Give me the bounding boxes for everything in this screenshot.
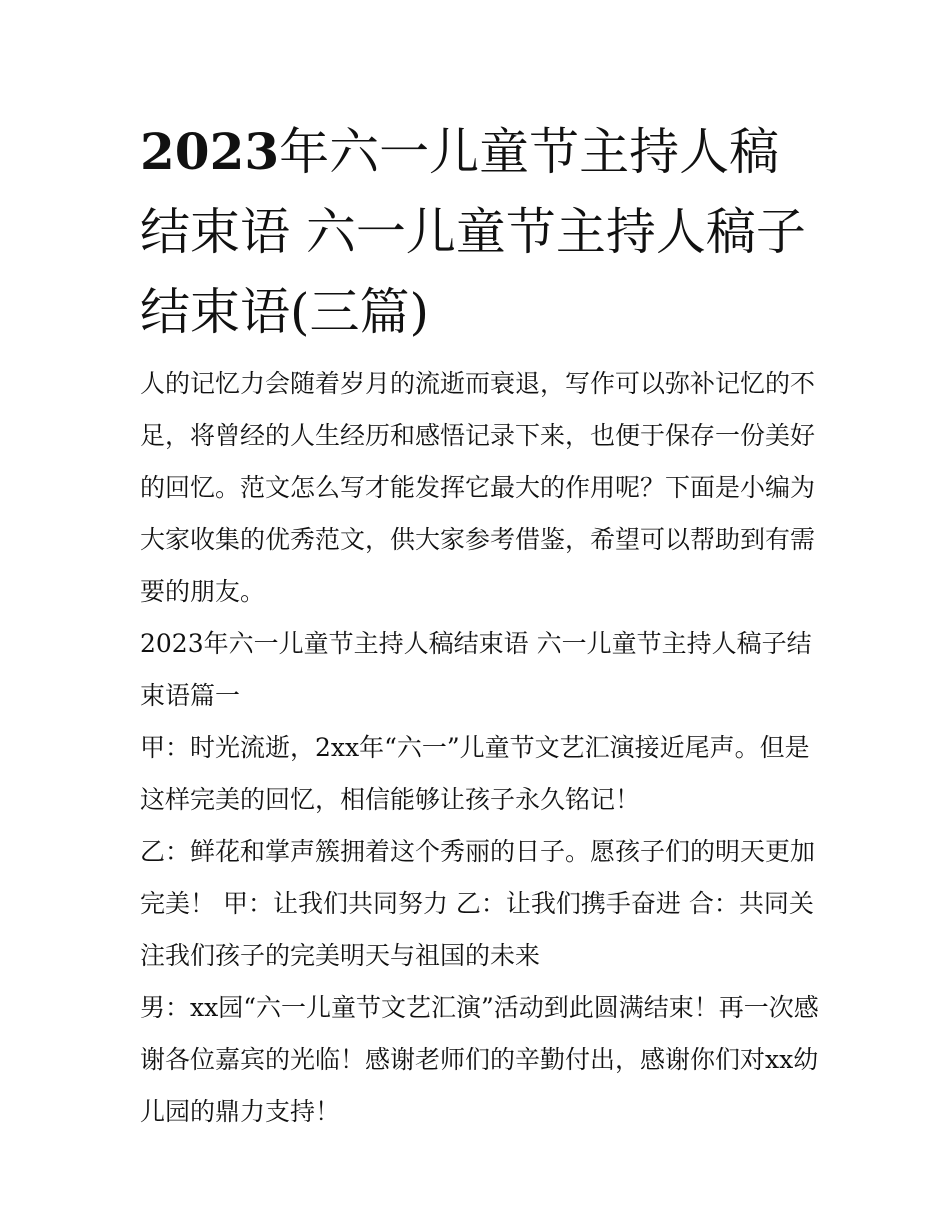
section-heading: 2023年六一儿童节主持人稿结束语 六一儿童节主持人稿子结束语篇一 bbox=[140, 629, 812, 710]
title-year: 2023 bbox=[140, 122, 280, 181]
dialogue-paragraph-2: 乙：鲜花和掌声簇拥着这个秀丽的日子。愿孩子们的明天更加完美！ 甲：让我们共同努力 乙：让我们携手奋进 合：共同关注我们孩子的完美明天与祖国的未来 bbox=[140, 837, 816, 970]
dialogue-paragraph-3: 男：xx园“六一儿童节文艺汇演”活动到此圆满结束！再一次感谢各位嘉宾的光临！感谢老师们的辛勤付出，感谢你们对xx幼儿园的鼎力支持！ bbox=[140, 993, 819, 1126]
document-title bbox=[140, 112, 820, 352]
document-body bbox=[140, 112, 820, 1138]
dialogue-paragraph-1: 甲：时光流逝，2xx年“六一”儿童节文艺汇演接近尾声。但是这样完美的回忆，相信能够让孩子永久铭记！ bbox=[140, 733, 810, 814]
title-text: 年六一儿童节主持人稿结束语 六一儿童节主持人稿子结束语(三篇) bbox=[140, 123, 806, 341]
intro-paragraph: 人的记忆力会随着岁月的流逝而衰退，写作可以弥补记忆的不足，将曾经的人生经历和感悟记录下来，也便于保存一份美好的回忆。范文怎么写才能发挥它最大的作用呢？下面是小编为大家收集的优秀范文，供大家参考借鉴，希望可以帮助到有需要的朋友。 bbox=[140, 369, 816, 606]
